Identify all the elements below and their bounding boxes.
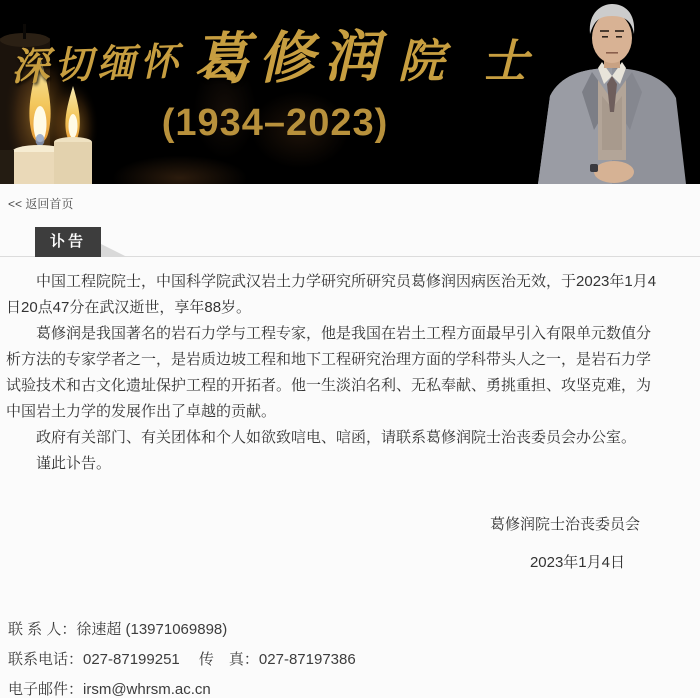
contact-person-line: 联 系 人：徐速超 (13971069898) [8,621,228,638]
obituary-content [0,257,700,572]
title-suffix: 院 士 [398,34,540,88]
signature-committee: 葛修润院士治丧委员会 [489,516,640,533]
signature-block [6,513,662,572]
back-link-row [0,184,700,213]
tab-row [0,228,700,257]
obituary-paragraph-2: 葛修润是我国著名的岩石力学与工程专家，他是我国在岩土工程方面最早引入有限单元数值分析方法的专家学者之一，是岩质边坡工程和地下工程研究治理方面的学科带头人之一，是岩石力学试验技术和古文化遗址保护工程的开拓者。他一生淡泊名利、无私奉献、勇挑重担、攻坚克难，为中国岩土力学的发展作出了卓越的贡献。 [6,325,652,420]
back-home-link[interactable]: << 返回首页 [8,197,74,211]
portrait-photo [520,0,700,184]
memorial-title-block [10,14,540,145]
tab-ribbon-triangle [101,244,127,257]
title-name: 葛修润 [192,23,389,93]
tab-obituary[interactable]: 讣告 [35,227,101,257]
contact-phone-line: 联系电话：027-87199251 传 真：027-87197386 [8,651,356,668]
contact-block [0,622,700,698]
obituary-paragraph-3: 政府有关部门、有关团体和个人如欲致唁电、唁函，请联系葛修润院士治丧委员会办公室。 [36,429,637,446]
memorial-banner [0,0,700,184]
signature-date: 2023年1月4日 [529,554,625,571]
obituary-paragraph-1: 中国工程院院士，中国科学院武汉岩土力学研究所研究员葛修润因病医治无效，于2023年1月4日20点47分在武汉逝世，享年88岁。 [6,273,657,316]
memorial-title [10,14,540,94]
contact-email-line: 电子邮件：irsm@whrsm.ac.cn [8,681,211,698]
title-prefix: 深切缅怀 [10,38,184,89]
obituary-paragraph-4: 谨此讣告。 [36,455,112,472]
title-years: (1934–2023) [161,102,389,144]
